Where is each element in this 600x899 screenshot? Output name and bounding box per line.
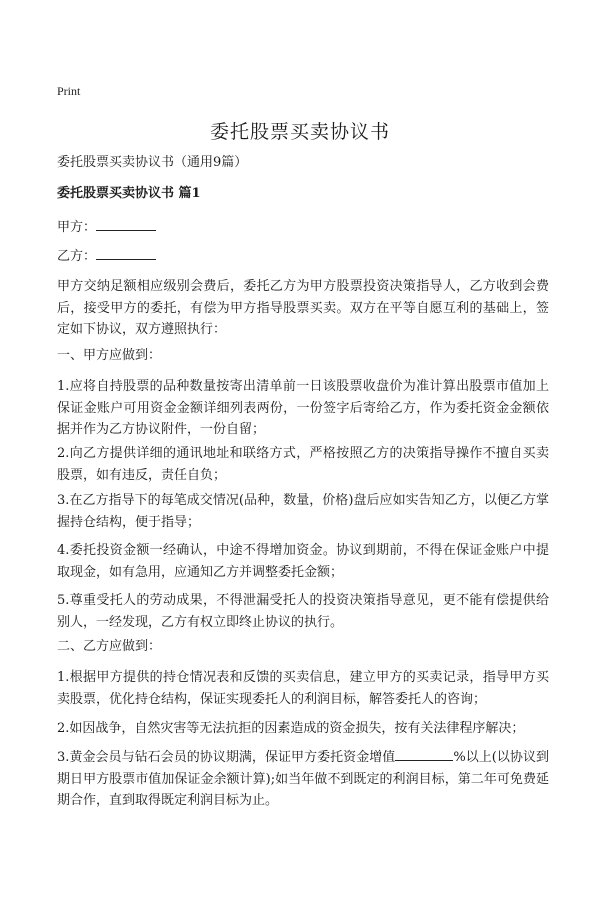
clause-b3-end: %以上(以协议到期日甲方股票市值加保证金余额计算);如当年做不到既定的利润目标，第二年可免费延期合作，直到取得既定利润目标为止。 (57, 750, 549, 808)
party-b-line (57, 246, 156, 267)
clause-a2: 2.向乙方提供详细的通讯地址和联络方式，严格按照乙方的决策指导操作不擅自买卖股票，如有违反，责任自负； (57, 446, 549, 483)
party-a-line (57, 217, 156, 238)
party-b-label: 乙方： (57, 249, 97, 264)
clause-a5: 5.尊重受托人的劳动成果，不得泄漏受托人的投资决策指导意见，更不能有偿提供给别人，一经发现，乙方有权立即终止协议的执行。 (57, 593, 549, 630)
clause-b3-start: 3.黄金会员与钻石会员的协议期满，保证甲方委托资金增值 (57, 750, 396, 765)
clause-a4: 4.委托投资金额一经确认，中途不得增加资金。协议到期前，不得在保证金账户中提取现金，如有急用，应通知乙方并调整委托金额； (57, 543, 549, 580)
percentage-blank (395, 747, 453, 761)
section-title: 委托股票买卖协议书 篇1 (57, 186, 201, 201)
heading-party-b: 二、乙方应做到： (57, 639, 162, 654)
clause-b1: 1.根据甲方提供的持仓情况表和反馈的买卖信息，建立甲方的买卖记录，指导甲方买卖股票，优化持仓结构，保证实现委托人的利润目标，解答委托人的咨询； (57, 670, 549, 707)
party-a-label: 甲方： (57, 220, 97, 235)
party-b-blank (96, 246, 156, 260)
subtitle: 委托股票买卖协议书（通用9篇） (57, 155, 248, 170)
intro-paragraph: 甲方交纳足额相应级别会费后，委托乙方为甲方股票投资决策指导人，乙方收到会费后，接受甲方的委托，有偿为甲方指导股票买卖。双方在平等自愿互利的基础上，签定如下协议，双方遵照执行： (57, 279, 549, 337)
clause-b2: 2.如因战争，自然灾害等无法抗拒的因素造成的资金损失，按有关法律程序解决； (57, 721, 525, 736)
document-title: 委托股票买卖协议书 (209, 121, 390, 143)
clause-b3 (57, 747, 549, 812)
party-a-blank (96, 217, 156, 231)
heading-party-a: 一、甲方应做到： (57, 348, 162, 363)
clause-a3: 3.在乙方指导下的每笔成交情况(品种，数量，价格)盘后应如实告知乙方，以便乙方掌握持仓结构，便于指导； (57, 493, 549, 530)
print-label: Print (57, 84, 81, 98)
clause-a1: 1.应将自持股票的品种数量按寄出清单前一日该股票收盘价为准计算出股票市值加上保证金账户可用资金金额详细列表两份，一份签字后寄给乙方，作为委托资金金额依据并作为乙方协议附件，一份自留； (57, 379, 549, 437)
